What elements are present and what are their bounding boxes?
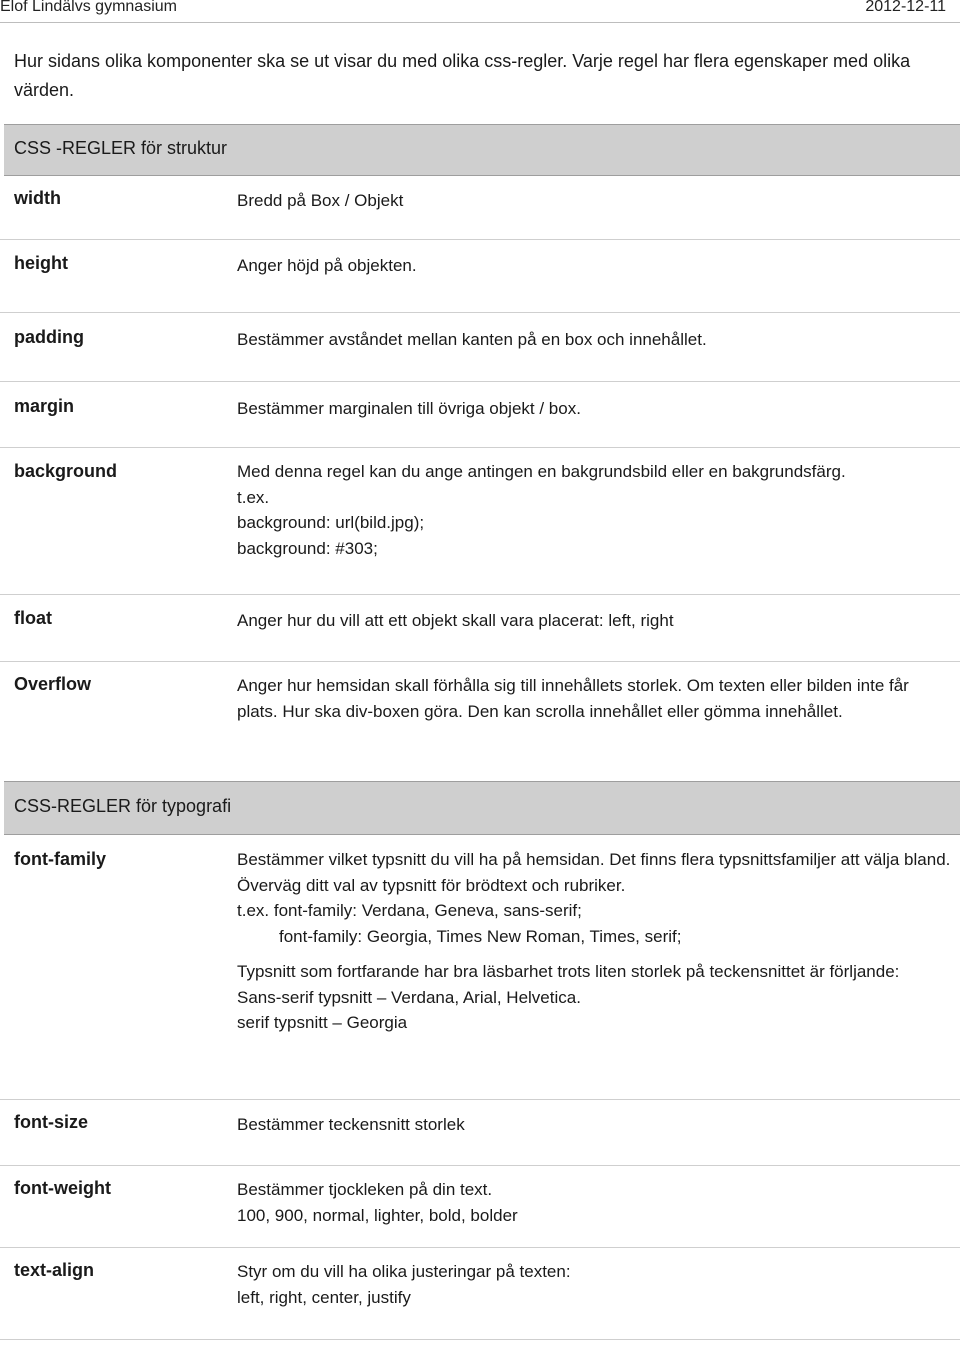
table-row [0,1166,960,1248]
property-name: background [14,461,118,481]
property-name: margin [14,396,75,416]
table-row [0,448,960,595]
section-heading-typography [4,781,960,835]
intro-text: Hur sidans olika komponenter ska se ut visar du med olika css-regler. Varje regel har flera egenskaper med olika värden. [14,51,911,100]
table-row [0,662,960,780]
property-name: height [14,253,68,273]
table-row [0,1100,960,1166]
property-description: Bestämmer tjockleken på din text. [237,1180,493,1199]
school-name: Elof Lindälvs gymnasium [0,0,177,15]
code-example: font-family: Georgia, Times New Roman, Times, serif; [279,926,682,946]
property-description: Anger hur du vill att ett objekt skall vara placerat: left, right [237,611,674,630]
table-row [0,382,960,448]
property-description: Bestämmer teckensnitt storlek [237,1115,465,1134]
page-header [0,0,960,22]
property-name: font-size [14,1112,88,1132]
property-name: text-align [14,1260,95,1280]
property-name: Overflow [14,674,92,694]
property-description: t.ex. [237,487,270,507]
property-name: font-family [14,849,106,869]
property-description: 100, 900, normal, lighter, bold, bolder [237,1205,518,1225]
table-row [0,175,960,240]
table-row [0,240,960,313]
property-name: font-weight [14,1178,111,1198]
table-row [0,313,960,382]
property-name: float [14,608,52,628]
property-description: Med denna regel kan du ange antingen en bakgrundsbild eller en bakgrundsfärg. [237,462,846,481]
code-example: t.ex. font-family: Verdana, Geneva, sans-serif; [237,901,582,920]
property-description: Anger hur hemsidan skall förhålla sig till innehållets storlek. Om texten eller bilden inte får plats. Hur ska div-boxen göra. Den kan scrolla innehållet eller gömma innehållet. [237,676,909,721]
table-row [0,1248,960,1340]
property-description: Styr om du vill ha olika justeringar på texten: [237,1262,571,1281]
property-name: padding [14,327,84,347]
header-date: 2012-12-11 [865,0,946,15]
section-heading-structure [4,124,960,176]
table-row [0,834,960,1100]
property-description: serif typsnitt – Georgia [237,1013,408,1032]
property-name: width [14,188,61,208]
property-description: left, right, center, justify [237,1287,411,1307]
property-description: Bredd på Box / Objekt [237,191,404,210]
table-row [0,595,960,662]
property-description: Bestämmer vilket typsnitt du vill ha på hemsidan. Det finns flera typsnittsfamiljer att välja bland. Överväg ditt val av typsnitt för brödtext och rubriker. [237,850,951,895]
property-description: Sans-serif typsnitt – Verdana, Arial, Helvetica. [237,987,581,1007]
property-description: Anger höjd på objekten. [237,256,417,275]
property-description: Bestämmer avståndet mellan kanten på en box och innehållet. [237,330,707,349]
code-example: background: url(bild.jpg); [237,513,425,532]
property-description: Bestämmer marginalen till övriga objekt / box. [237,399,581,418]
code-example: background: #303; [237,538,378,558]
section-title: CSS-REGLER för typografi [14,796,232,816]
property-description: Typsnitt som fortfarande har bra läsbarhet trots liten storlek på teckensnittet är förljande: [237,962,900,981]
header-divider [0,22,960,23]
section-title: CSS -REGLER för struktur [14,138,228,158]
